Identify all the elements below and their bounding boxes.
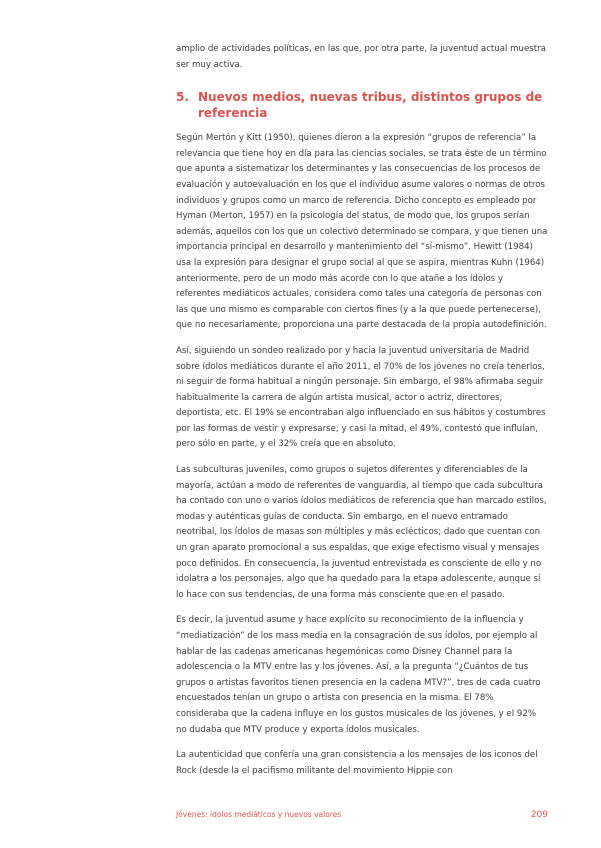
section-number: 5.	[176, 90, 189, 105]
document-body	[176, 42, 548, 789]
paragraph-3: Las subculturas juveniles, como grupos o sujetos diferentes y diferenciables de la mayoría, actúan a modo de referentes de vanguardia, al tiempo que cada subcultura ha contado con uno o varios ídolos mediáticos de referencia que han marcado estilos, modas y auténticas guías de conducta. Sin embargo, en el nuevo entramado neotribal, los ídolos de masas son múltiples y más eclécticos; dado que cuentan con un gran aparato promocional a sus espaldas, que exige efectismo visual y mensajes poco definidos. En consecuencia, la juventud entrevistada es consciente de ello y no idolatra a los personajes, algo que ha quedado para la etapa adolescente, aunque sí lo hace con sus tendencias, de una forma más consciente que en el pasado.	[176, 465, 547, 600]
paragraph-2: Así, siguiendo un sondeo realizado por y hacia la juventud universitaria de Madrid sobre ídolos mediáticos durante el año 2011, el 70% de los jóvenes no creía tenerlos, ni seguir de forma habitual a ningún personaje. Sin embargo, el 98% afirmaba seguir habitualmente la carrera de algún artista musical, actor o actriz, directores, deportista, etc. El 19% se encontraban algo influenciado en sus hábitos y costumbres por las formas de vestir y expresarse; y casi la mitad, el 49%, contestó que influían, pero sólo en parte, y el 32% creía que en absoluto.	[176, 345, 546, 450]
section-title: Nuevos medios, nuevas tribus, distintos grupos de referencia	[198, 90, 543, 121]
paragraph-5: La autenticidad que confería una gran consistencia a los mensajes de los iconos del Rock (desde la el pacifismo militante del movimiento Hippie con	[176, 750, 538, 776]
page-footer	[176, 810, 548, 820]
paragraph-4: Es decir, la juventud asume y hace explícito su reconocimiento de la influencia y “mediatización” de los mass media en la consagración de sus ídolos, por ejemplo al hablar de las cadenas americanas hegemónicas como Disney Channel para la adolescencia o la MTV entre las y los jóvenes. Así, a la pregunta “¿Cuántos de tus grupos o artistas favoritos tienen presencia en la cadena MTV?”, tres de cada cuatro encuestados tenían un grupo o artista con presencia en la misma. El 78% consideraba que la cadena influye en los gustos musicales de los jóvenes, y el 92% no dudaba que MTV produce y exporta ídolos musicales.	[176, 615, 541, 735]
intro-paragraph: amplio de actividades políticas, en las que, por otra parte, la juventud actual muestra ser muy activa.	[176, 44, 546, 70]
section-heading	[176, 89, 548, 121]
page-number: 209	[530, 810, 548, 820]
footer-title: Jóvenes: ídolos mediáticos y nuevos valores	[176, 810, 342, 819]
paragraph-1: Según Mertón y Kitt (1950), quienes dieron a la expresión “grupos de referencia” la relevancia que tiene hoy en día para las ciencias sociales, se trata éste de un término que apunta a sistematizar los determinantes y las consecuencias de los procesos de evaluación y autoevaluación en los que el individuo asume valores o normas de otros individuos y grupos como un marco de referencia. Dicho concepto es empleado por Hyman (Merton, 1957) en la psicología del status, de modo que, los grupos serían además, aquellos con los que un colectivo determinado se compara, y que tienen una importancia principal en desarrollo y mantenimiento del “sí-mismo”. Hewitt (1984) usa la expresión para designar el grupo social al que se aspira, mientras Kuhn (1964) anteriormente, pero de un modo más acorde con lo que atañe a los ídolos y referentes mediáticos actuales, considera como tales una categoría de personas con las que uno mismo es comparable con ciertos fines (y a la que puede pertenecerse), que no necesariamente, proporciona una parte destacada de la propia autodefinición.	[176, 133, 548, 331]
